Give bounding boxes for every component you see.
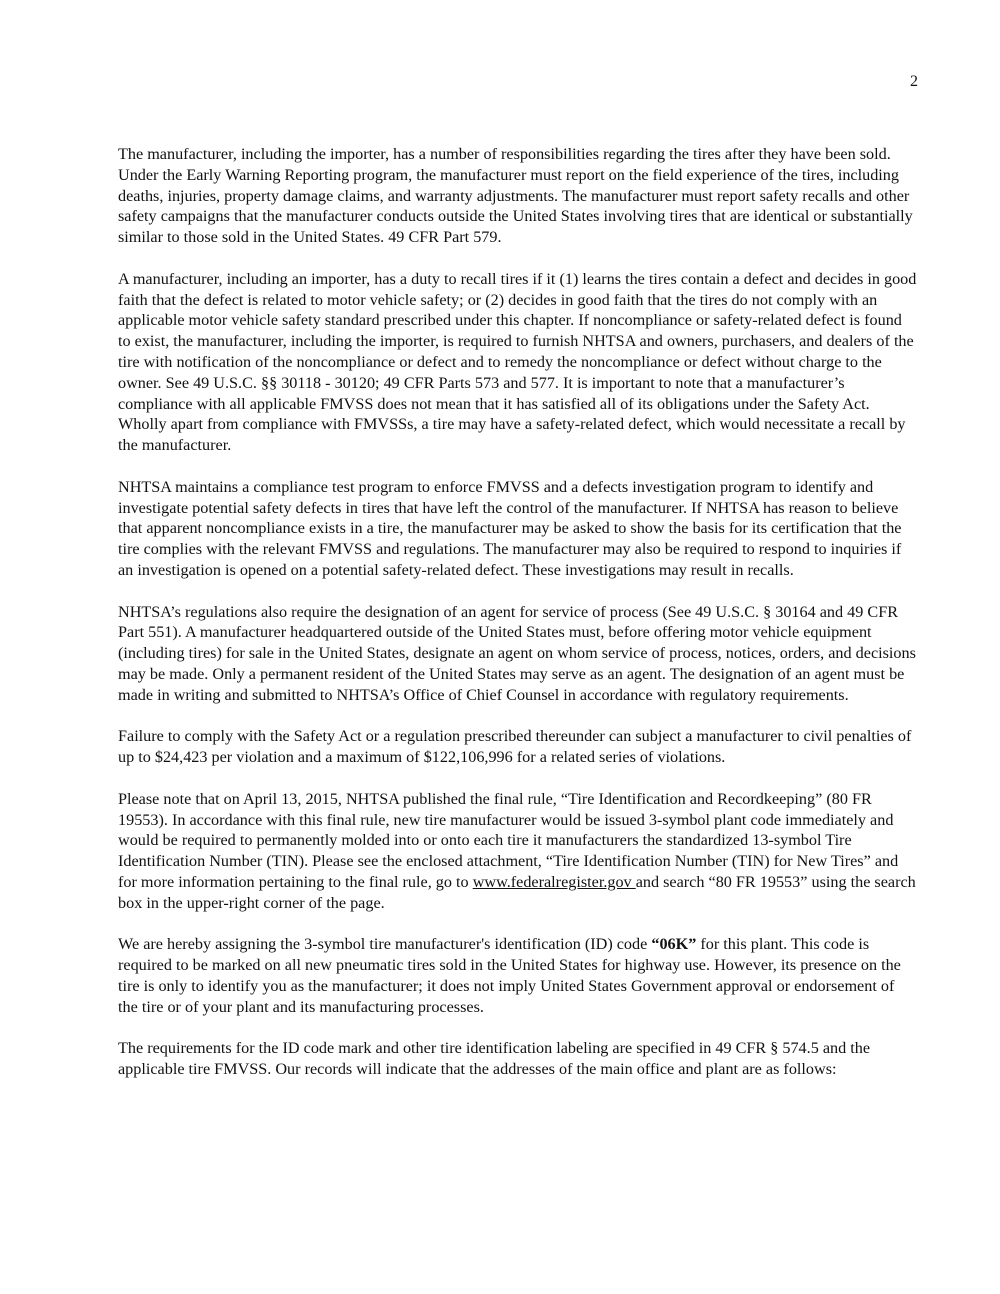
paragraph-requirements: The requirements for the ID code mark and other tire identification labeling are specified in 49 CFR § 574.5 and the applicable tire FMVSS. Our records will indicate that the addresses of the main office and plant are as follows: (118, 1039, 871, 1079)
paragraph-penalties: Failure to comply with the Safety Act or a regulation prescribed thereunder can subject a manufacturer to civil penalties of up to $24,423 per violation and a maximum of $122,106,996 for a related series of violations. (118, 727, 912, 767)
id-code-value: “06K” (651, 935, 697, 954)
page-number: 2 (910, 73, 918, 90)
paragraph-compliance-program: NHTSA maintains a compliance test program to enforce FMVSS and a defects investigation program to identify and investigate potential safety defects in tires that have left the control of the manufacturer. If NHTSA has reason to believe that apparent noncompliance exists in a tire, the manufacturer may be asked to show the basis for its certification that the tire complies with the relevant FMVSS and regulations. The manufacturer may also be required to respond to inquiries if an investigation is opened on a potential safety-related defect. These investigations may result in recalls. (118, 477, 902, 579)
paragraph-recall-duty: A manufacturer, including an importer, has a duty to recall tires if it (1) learns the tires contain a defect and decides in good faith that the defect is related to motor vehicle safety; or (2) decides in good faith that the tires do not comply with an applicable motor vehicle safety standard prescribed under this chapter. If noncompliance or safety-related defect is found to exist, the manufacturer, including the importer, is required to furnish NHTSA and owners, purchasers, and dealers of the tire with notification of the noncompliance or defect and to remedy the noncompliance or defect without charge to the owner. See 49 U.S.C. §§ 30118 - 30120; 49 CFR Parts 573 and 577. It is important to note that a manufacturer’s compliance with all applicable FMVSS does not mean that it has satisfied all of its obligations under the Safety Act. Wholly apart from compliance with FMVSSs, a tire may have a safety-related defect, which would necessitate a recall by the manufacturer. (118, 269, 917, 455)
paragraph-agent-designation: NHTSA’s regulations also require the designation of an agent for service of process (See 49 U.S.C. § 30164 and 49 CFR Part 551). A manufacturer headquartered outside of the United States must, before offering motor vehicle equipment (including tires) for sale in the United States, designate an agent on whom service of process, notices, orders, and decisions may be made. Only a permanent resident of the United States may serve as an agent. The designation of an agent must be made in writing and submitted to NHTSA’s Office of Chief Counsel in accordance with regulatory requirements. (118, 602, 916, 704)
federal-register-link[interactable]: www.federalregister.gov (472, 872, 636, 891)
id-code-text-end: for this plant. This code is required to be marked on all new pneumatic tires sold in the United States for highway use. However, its presence on the tire is only to identify you as the manufacturer; it does not imply United States Government approval or endorsement of the tire or of your plant and its manufacturing processes. (118, 935, 901, 1016)
paragraph-responsibilities: The manufacturer, including the importer, has a number of responsibilities regarding the tires after they have been sold. Under the Early Warning Reporting program, the manufacturer must report on the field experience of the tires, including deaths, injuries, property damage claims, and warranty adjustments. The manufacturer must report safety recalls and other safety campaigns that the manufacturer conducts outside the United States involving tires that are identical or substantially similar to those sold in the United States. 49 CFR Part 579. (118, 145, 913, 247)
final-rule-text-end: and search “80 FR 19553” using the search box in the upper-right corner of the page. (118, 872, 916, 912)
paragraph-id-code (118, 934, 918, 1017)
id-code-text: We are hereby assigning the 3-symbol tire manufacturer's identification (ID) code (118, 935, 652, 954)
final-rule-text: Please note that on April 13, 2015, NHTSA published the final rule, “Tire Identification and Recordkeeping” (80 FR 19553). In accordance with this final rule, new tire manufacturer would be issued 3-symbol plant code immediately and would be required to permanently molded into or onto each tire it manufacturers the standardized 13-symbol Tire Identification Number (TIN). Please see the enclosed attachment, “Tire Identification Number (TIN) for New Tires” and for more information pertaining to the final rule, go to (118, 789, 899, 891)
letter-body (118, 144, 918, 1101)
paragraph-final-rule (118, 789, 918, 914)
